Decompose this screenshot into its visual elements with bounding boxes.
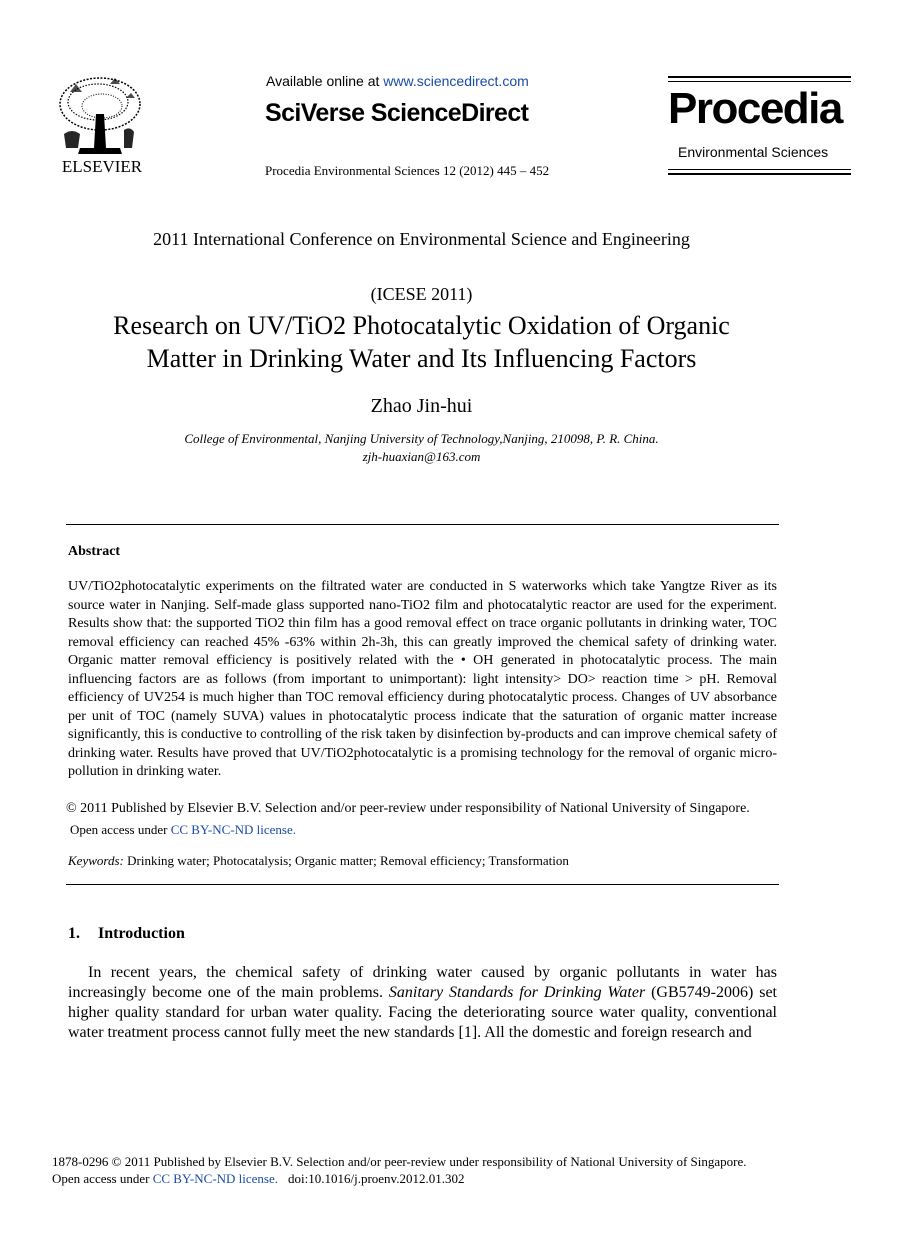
elsevier-wordmark: ELSEVIER xyxy=(61,157,143,176)
paper-title-line-1: Research on UV/TiO2 Photocatalytic Oxidation of Organic xyxy=(113,311,730,340)
footer-issn-line: 1878-0296 © 2011 Published by Elsevier B.V. Selection and/or peer-review under responsibility of National University of Singapore. xyxy=(52,1154,747,1169)
procedia-wordmark: Procedia xyxy=(668,84,842,133)
divider-bottom xyxy=(66,884,779,885)
footer-license-link[interactable]: CC BY-NC-ND license. xyxy=(152,1171,279,1186)
author-email: zjh-huaxian@163.com xyxy=(362,449,481,464)
paper-title-line-2: Matter in Drinking Water and Its Influencing Factors xyxy=(146,344,697,373)
section-number: 1. xyxy=(68,925,80,942)
open-access-line xyxy=(70,822,296,838)
footer-doi-line xyxy=(52,1171,464,1187)
footer-open-access-prefix: Open access under xyxy=(52,1171,153,1186)
section-title: Introduction xyxy=(98,925,185,942)
intro-text-1: In recent years, the chemical safety of drinking water caused by organic pollutants in water has increasingly become one of the main problems. xyxy=(68,964,777,1001)
sciverse-sciencedirect-logo: SciVerse ScienceDirect xyxy=(265,99,529,127)
available-prefix: Available online at xyxy=(266,73,384,89)
conference-short-name: (ICESE 2011) xyxy=(370,284,473,304)
keywords-label: Keywords: xyxy=(68,853,124,868)
introduction-paragraph xyxy=(68,963,777,1043)
author-affiliation: College of Environmental, Nanjing University of Technology,Nanjing, 210098, P. R. China. xyxy=(184,431,659,446)
license-link[interactable]: CC BY-NC-ND license. xyxy=(170,822,297,837)
open-access-prefix: Open access under xyxy=(70,822,171,837)
abstract-text: UV/TiO2photocatalytic experiments on the filtrated water are conducted in S waterworks which take Yangtze River as its source water in Nanjing. Self-made glass supported nano-TiO2 film and photocatalytic reactor are used for the experiment. Results show that: the supported TiO2 thin film has a good removal effect on trace organic pollutants in drinking water, TOC removal efficiency can reached 45% -63% within 2h-3h, this can greatly improved the chemical safety of drinking water. Organic matter removal efficiency is positively related with the • OH generated in photocatalytic process. The main influencing factors are as follows (from important to unimportant): light intensity> DO> reaction time > pH. Removal efficiency of UV254 is much higher than TOC removal efficiency during photocatalytic process. Changes of UV absorbance per unit of TOC (namely SUVA) values in photocatalytic process indicate that the saturation of organic matter increase significantly, this is conductive to controlling of the risk taken by disinfection by-products and can improve chemical safety of drinking water. Results have proved that UV/TiO2photocatalytic is a promising technology for the removal of organic micro-pollution in drinking water. xyxy=(68,579,777,779)
copyright-notice: © 2011 Published by Elsevier B.V. Selection and/or peer-review under responsibility of National University of Singapore. xyxy=(66,801,750,816)
sciencedirect-link[interactable]: www.sciencedirect.com xyxy=(383,73,529,89)
available-online-line xyxy=(266,73,529,89)
procedia-subtitle: Environmental Sciences xyxy=(678,144,829,160)
intro-text-2: (GB5749-2006) set higher quality standard for urban water quality. Facing the deteriorating source water quality, conventional water treatment process cannot fully meet the new standards [1]. All the domestic and foreign research and xyxy=(68,984,777,1041)
introduction-heading xyxy=(68,925,185,943)
conference-name: 2011 International Conference on Environmental Science and Engineering xyxy=(153,229,690,249)
journal-reference: Procedia Environmental Sciences 12 (2012) 445 – 452 xyxy=(265,163,550,178)
author-name: Zhao Jin-hui xyxy=(370,395,473,417)
procedia-logo xyxy=(668,76,851,176)
keywords-line xyxy=(68,853,569,869)
footer-doi: doi:10.1016/j.proenv.2012.01.302 xyxy=(288,1171,465,1186)
intro-cited-standard: Sanitary Standards for Drinking Water xyxy=(388,984,646,1001)
divider-top xyxy=(66,524,779,525)
abstract-heading: Abstract xyxy=(68,544,121,559)
keywords-list: Drinking water; Photocatalysis; Organic matter; Removal efficiency; Transformation xyxy=(123,853,569,868)
paper-title xyxy=(40,309,803,375)
